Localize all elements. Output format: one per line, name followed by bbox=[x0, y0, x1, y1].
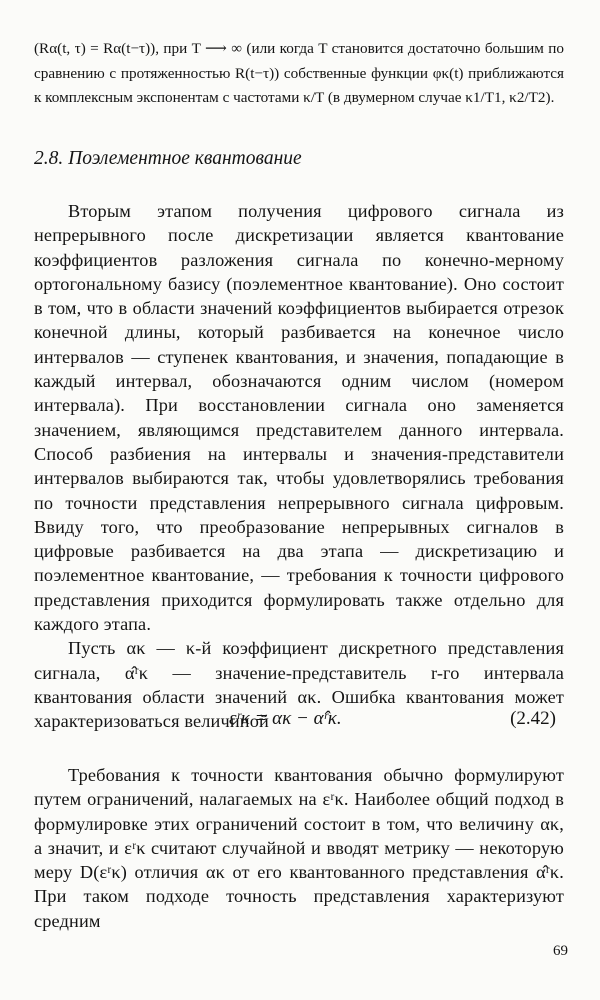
equation-number: (2.42) bbox=[510, 708, 556, 729]
final-text bbox=[34, 763, 564, 933]
section-heading: 2.8. Поэлементное квантование bbox=[34, 148, 302, 169]
paragraph-requirements: Требования к точности квантования обычно формулируют путем ограничений, налагаемых на εʳκ. Наиболее общий подход в формулировке этих ограничений состоит в том, что величину ακ, а значит, и εʳκ считают случайной и вводят метрику — некоторую меру D(εʳκ) отличия ακ от его квантованного представления α̂ʳκ. При таком подходе точность представления характеризуют средним bbox=[34, 765, 564, 931]
page-number: 69 bbox=[553, 943, 568, 959]
intro-text: (Rα(t, τ) = Rα(t−τ)), при T ⟶ ∞ (или когда T становится достаточно большим по сравнению с протяженностью R(t−τ)) собственные функции φκ(t) приближаются к комплексным экспонентам с частотами κ/T (в двумерном случае κ1/T1, κ2/T2). bbox=[34, 40, 564, 106]
paragraph-quantization-definition: Пусть ακ — κ-й коэффициент дискретного представления сигнала, α̂ʳκ — значение-представитель r-го интервала квантования области значений ακ. Ошибка квантования может характеризоваться величиной bbox=[34, 638, 564, 732]
equation-formula: εʳκ = ακ − α̂ʳκ. bbox=[229, 708, 342, 729]
equation-2-42 bbox=[34, 708, 564, 736]
main-text bbox=[34, 199, 564, 734]
intro-paragraph bbox=[34, 37, 564, 111]
paragraph-quantization-intro: Вторым этапом получения цифрового сигнала из непрерывного после дискретизации является квантование коэффициентов разложения сигнала по конечно-мерному ортогональному базису (поэлементное квантование). Оно состоит в том, что в области значений коэффициентов выбирается отрезок конечной длины, который разбивается на конечное число интервалов — ступенек квантования, и значения, попадающие в каждый интервал, обозначаются одним числом (номером интервала). При восстановлении сигнала оно заменяется значением, являющимся представителем данного интервала. Способ разбиения на интервалы и значения-представители интервалов выбираются так, чтобы удовлетворялись требования по точности представления непрерывного сигнала цифровым. Ввиду того, что преобразование непрерывных сигналов в цифровые разбивается на два этапа — дискретизацию и поэлементное квантование, — требования к точности цифрового представления приходится формулировать также отдельно для каждого этапа. bbox=[34, 201, 564, 635]
